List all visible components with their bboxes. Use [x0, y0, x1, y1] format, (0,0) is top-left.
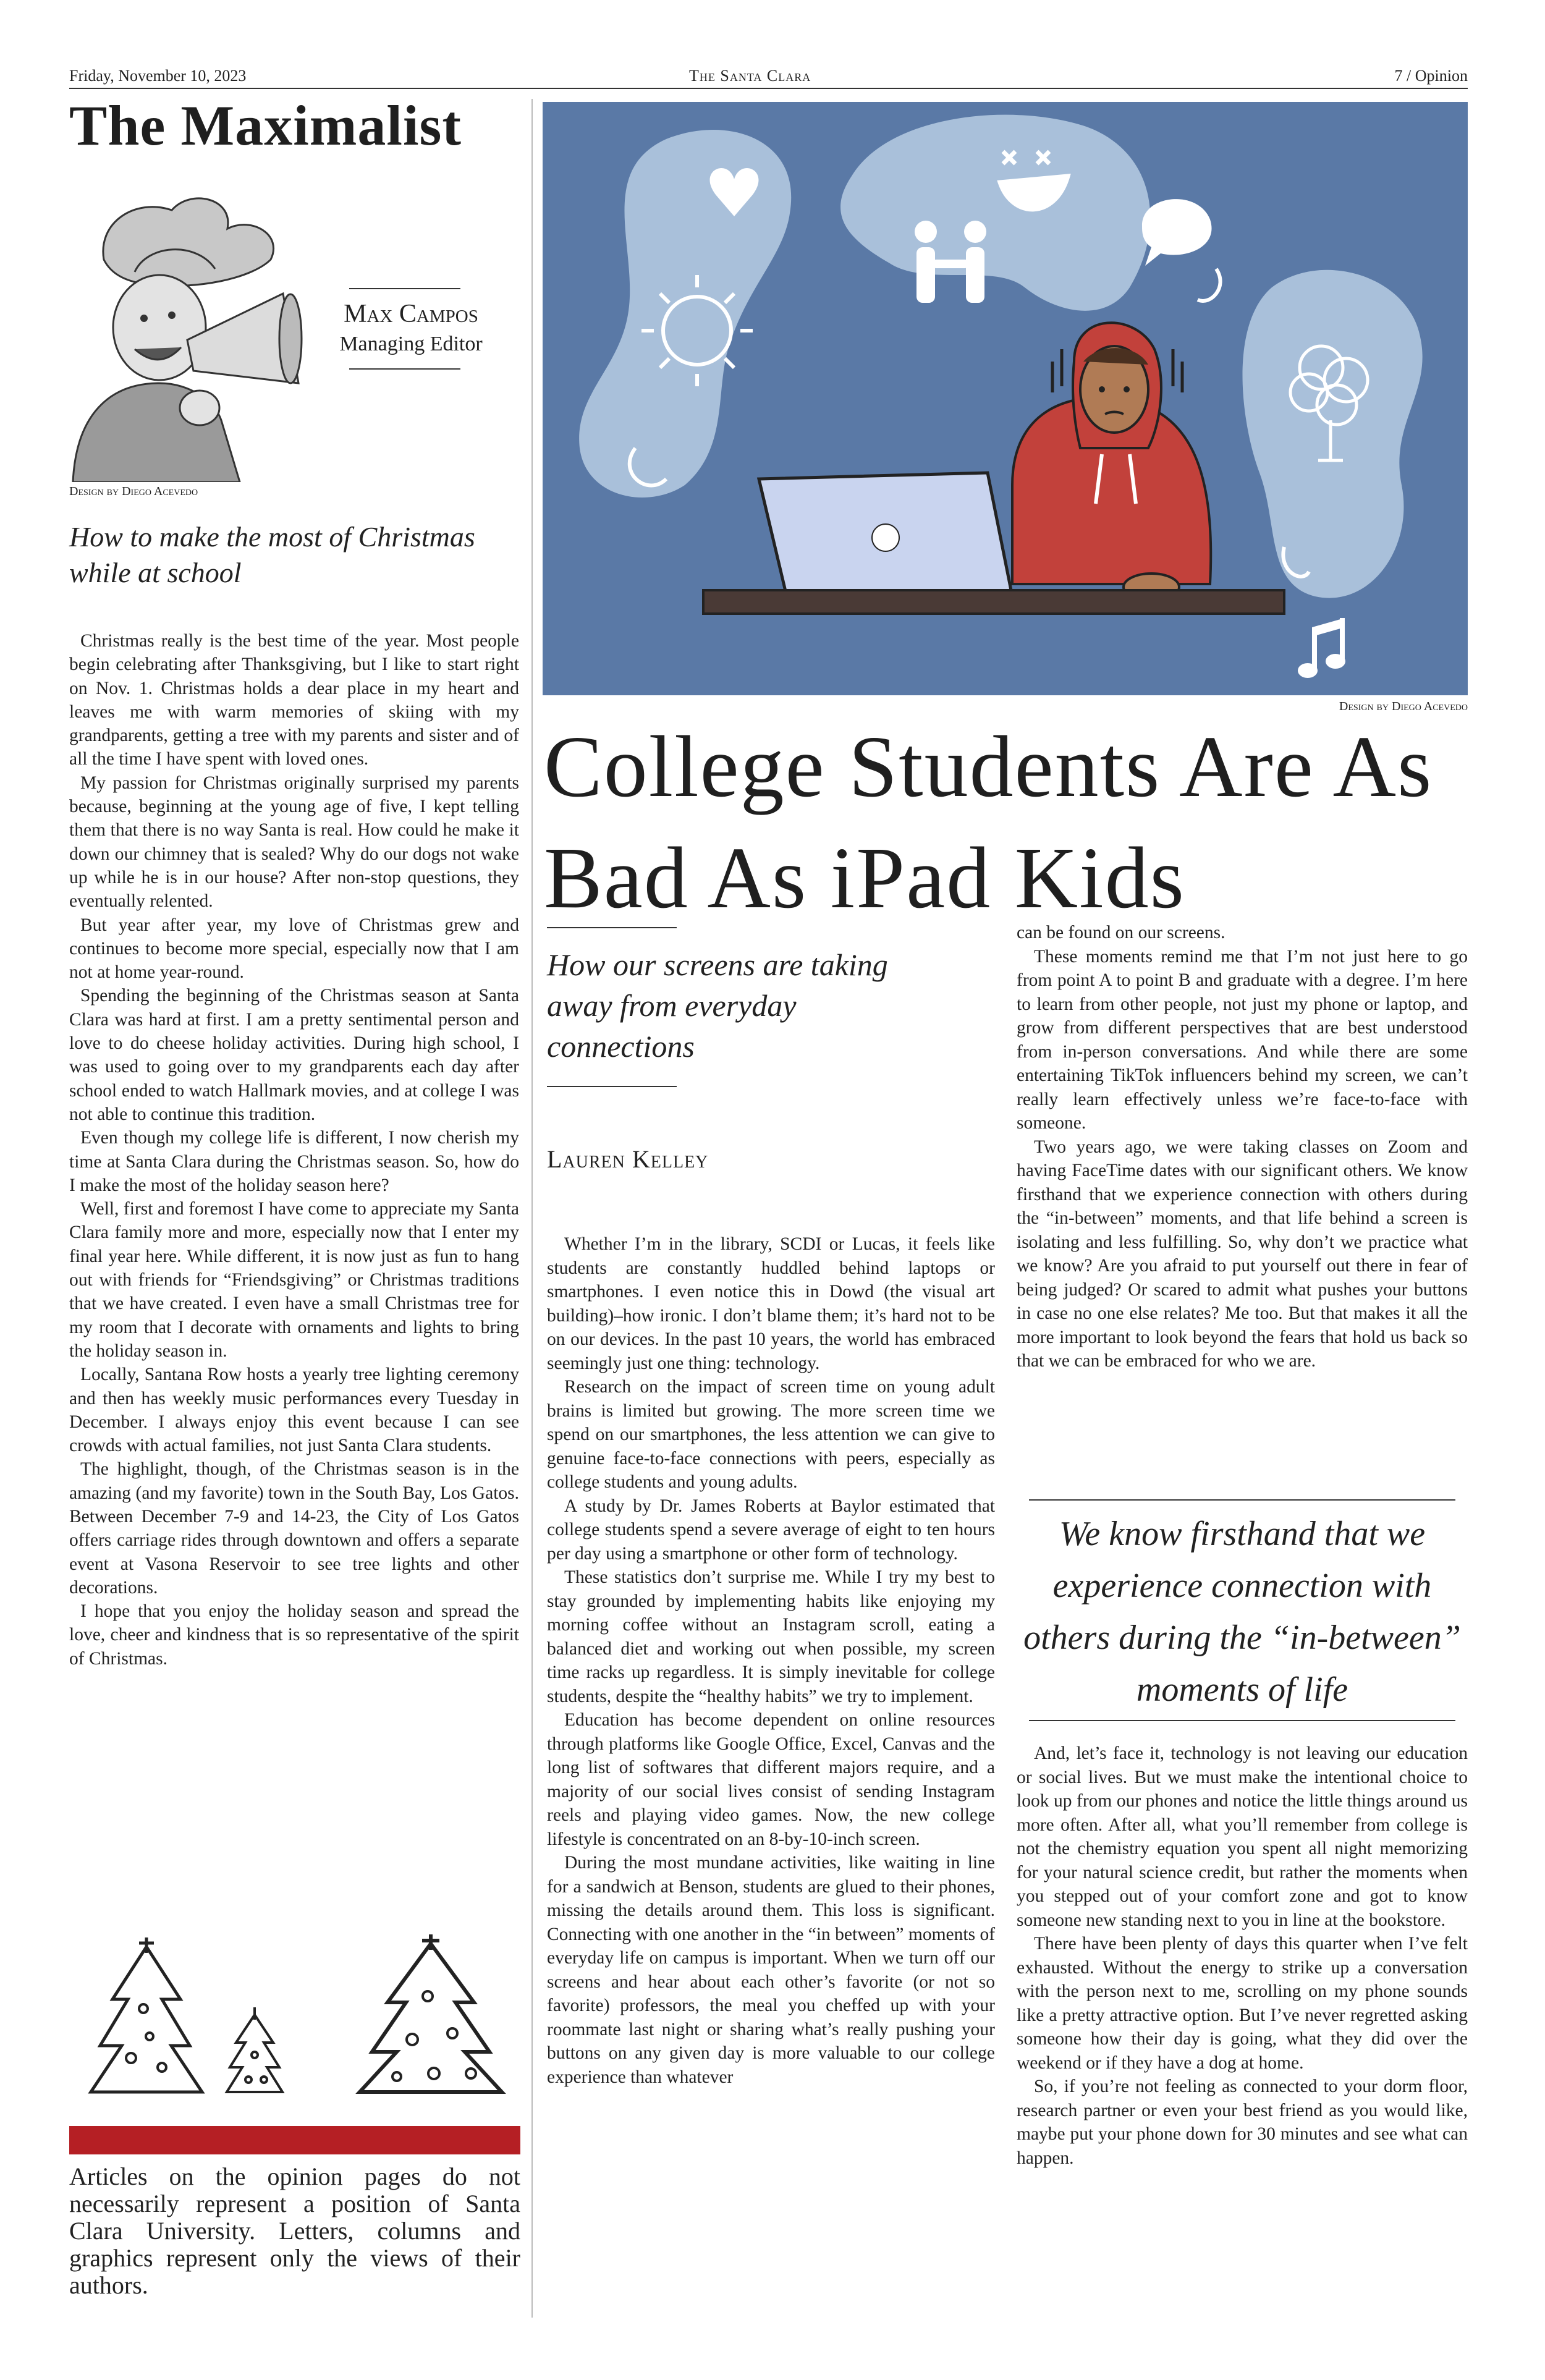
article-body-right-top: [1017, 921, 1468, 1373]
decorative-red-bar: [69, 2126, 520, 2154]
article-byline: Lauren Kelley: [547, 1145, 709, 1173]
page-section: 7 / Opinion: [1394, 67, 1468, 85]
article-paragraph: Research on the impact of screen time on young adult brains is limited but growing. The more screen time we spend on our smartphones, the less attention we can give to genuine face-to-face connections with peers, especially as college students and young adults.: [547, 1377, 995, 1492]
column-paragraph: Locally, Santana Row hosts a yearly tree lighting ceremony and then has weekly music performances every Tuesday in December. I always enjoy this event because I can see crowds with actual families, not just Santa Clara students.: [69, 1365, 519, 1456]
article-design-credit: Design by Diego Acevedo: [1339, 700, 1468, 713]
article-paragraph: And, let’s face it, technology is not leaving our education or social lives. But we must make the intentional choice to look up from our phones and notice the little things around us more often. After all, what you’ll remember from college is not the chemistry equation you spent all night memorizing for your natural science credit, but rather the moments when you stepped out of your comfort zone and got to know someone new standing next to you in line at the bookstore.: [1017, 1743, 1468, 1930]
article-headline: College Students Are As Bad As iPad Kids: [544, 718, 1433, 926]
article-paragraph: A study by Dr. James Roberts at Baylor estimated that college students spend a severe average of eight to ten hours per day using a smartphone or other form of technology.: [547, 1496, 995, 1564]
author-rule-top: [349, 288, 460, 289]
column-paragraph: But year after year, my love of Christmas grew and continues to become more special, especially now that I am not at home year-round.: [69, 915, 519, 983]
column-divider: [531, 99, 533, 2318]
pull-quote: We know firsthand that we experience connection with others during the “in-between” moments of life: [1023, 1515, 1461, 1709]
pull-quote-rule-top: [1029, 1499, 1455, 1501]
article-paragraph: These moments remind me that I’m not just here to go from point A to point B and graduate with a degree. I’m here to learn from other people, not just my phone or laptop, and grow from different perspectives that are best understood from in-person conversations. And while there are some entertaining TikTok influencers behind my screen, we can’t really learn effectively unless we’re face-to-face with someone.: [1017, 946, 1468, 1133]
pull-quote-rule-bottom: [1029, 1720, 1455, 1721]
main-illustration: [543, 102, 1468, 695]
column-body: [69, 629, 519, 1671]
hat-icon: [103, 198, 274, 286]
article-body-right-bottom: [1017, 1742, 1468, 2170]
deck-rule-bottom: [547, 1086, 677, 1087]
christmas-tree-icon: [91, 1937, 202, 2092]
deck-rule-top: [547, 927, 677, 928]
article-body-middle: [547, 1232, 995, 2089]
article-paragraph: These statistics don’t surprise me. While I try my best to stay grounded by implementing habits like enjoying my morning coffee without an Instagram scroll, eating a balanced diet and working out when possible, my screen time racks up regardless. It is simply inevitable for college students, despite the “healthy habits” we try to implement.: [547, 1567, 995, 1706]
columnist-name: Max Campos: [344, 300, 478, 328]
header-rule: [69, 88, 1468, 89]
issue-date: Friday, November 10, 2023: [69, 67, 247, 85]
column-paragraph: Even though my college life is different, I now cherish my time at Santa Clara during the Christmas season. So, how do I make the most of the holiday season here?: [69, 1128, 519, 1195]
columnist-portrait-illustration: [67, 185, 308, 482]
column-paragraph: Well, first and foremost I have come to appreciate my Santa Clara family more and more, especially now that I enter my final year here. While different, it is now just as fun to hang out with friends for “Friendsgiving” or Christmas traditions that we have created. I even have a small Christmas tree for my room that I decorate with ornaments and lights to bring the holiday season in.: [69, 1199, 519, 1361]
newspaper-name: The Santa Clara: [689, 67, 811, 85]
article-paragraph: Whether I’m in the library, SCDI or Lucas, it feels like students are constantly huddled behind laptops or smartphones. I even notice this in Dowd (the visual art building)–how ironic. I don’t blame them; it’s hard not to be on our devices. In the past 10 years, the world has embraced seemingly just one thing: technology.: [547, 1234, 995, 1373]
opinion-disclaimer: Articles on the opinion pages do not necessarily represent a position of Santa Clara University. Letters, columns and graphics represent only the views of their authors.: [69, 2162, 520, 2299]
article-deck: How our screens are taking away from everyday connections: [547, 947, 888, 1064]
column-paragraph: My passion for Christmas originally surprised my parents because, beginning at the young age of five, I kept telling them that there is no way Santa is real. How could he make it down our chimney that is sealed? Why do our dogs not wake up while he is in our house? After non-stop questions, they eventually relented.: [69, 773, 519, 912]
article-paragraph: There have been plenty of days this quarter when I’ve felt exhausted. Without the energy to strike up a conversation with the person next to me, scrolling on my phone sounds like a pretty attractive option. But I’ve never regretted asking someone how their day is going, what they did over the weekend or if they have a dog at home.: [1017, 1934, 1468, 2073]
article-paragraph: During the most mundane activities, like waiting in line for a sandwich at Benson, students are glued to their phones, missing the details around them. This loss is significant. Connecting with one another in the “in between” moments of everyday life on campus is important. When we turn off our screens and hear about each other’s favorite (or not so favorite) professors, the meal you cheffed up with your roommate last night or sharing what’s really pushing your buttons on any given day is more valuable to our college experience than whatever: [547, 1853, 996, 2087]
article-paragraph: Education has become dependent on online resources through platforms like Google Office, Excel, Canvas and the long list of softwares that different majors require, and a majority of our social lives consist of sending Instagram reels and playing video games. Now, the new college lifestyle is concentrated on an 8-by-10-inch screen.: [547, 1710, 995, 1849]
column-paragraph: Spending the beginning of the Christmas season at Santa Clara was hard at first. I am a pretty sentimental person and love to do cheese holiday activities. During high school, I was used to going over to my grandparents each day after school ended to watch Hallmark movies, and at college I was not able to continue this tradition.: [69, 986, 519, 1124]
columnist-role: Managing Editor: [339, 332, 483, 355]
column-paragraph: The highlight, though, of the Christmas season is in the amazing (and my favorite) town in the South Bay, Los Gatos. Between December 7-9 and 14-23, the City of Los Gatos offers carriage rides through downtown and offers a separate event at Vasona Reservoir to see tree lights and other decorations.: [69, 1459, 519, 1598]
desk: [703, 590, 1284, 614]
christmas-tree-icon: [227, 2007, 282, 2092]
hand-shape: [180, 391, 219, 425]
article-paragraph: can be found on our screens.: [1017, 923, 1225, 942]
author-rule-bottom: [349, 368, 460, 370]
article-paragraph: So, if you’re not feeling as connected to your dorm floor, research partner or even your best friend as you would like, maybe put your phone down for 30 minutes and see what can happen.: [1017, 2077, 1468, 2168]
christmas-trees-illustration: [69, 1934, 520, 2095]
article-paragraph: Two years ago, we were taking classes on Zoom and having FaceTime dates with our significant others. We know firsthand that we experience connection with others during the “in-between” moments, and that life behind a screen is isolating and less fulfilling. So, why don’t we practice what we know? Are you afraid to put yourself out there in fear of being judged? Or scared to admit what pushes your buttons in case no one else relates? Me too. But that makes it all the more important to look beyond the fears that hold us back so that we can be embraced for who we are.: [1017, 1137, 1468, 1371]
column-deck: How to make the most of Christmas while at school: [69, 521, 475, 588]
column-paragraph: Christmas really is the best time of the year. Most people begin celebrating after Thanksgiving, but I like to start right on Nov. 1. Christmas holds a dear place in my heart and leaves me with warm memories of skiing with my grandparents, getting a tree with my parents and sister and of all the time I have spent with loved ones.: [69, 631, 519, 769]
column-design-credit: Design by Diego Acevedo: [69, 485, 198, 498]
column-paragraph: I hope that you enjoy the holiday season and spread the love, cheer and kindness that is so representative of the spirit of Christmas.: [69, 1601, 519, 1669]
column-title: The Maximalist: [69, 94, 462, 157]
